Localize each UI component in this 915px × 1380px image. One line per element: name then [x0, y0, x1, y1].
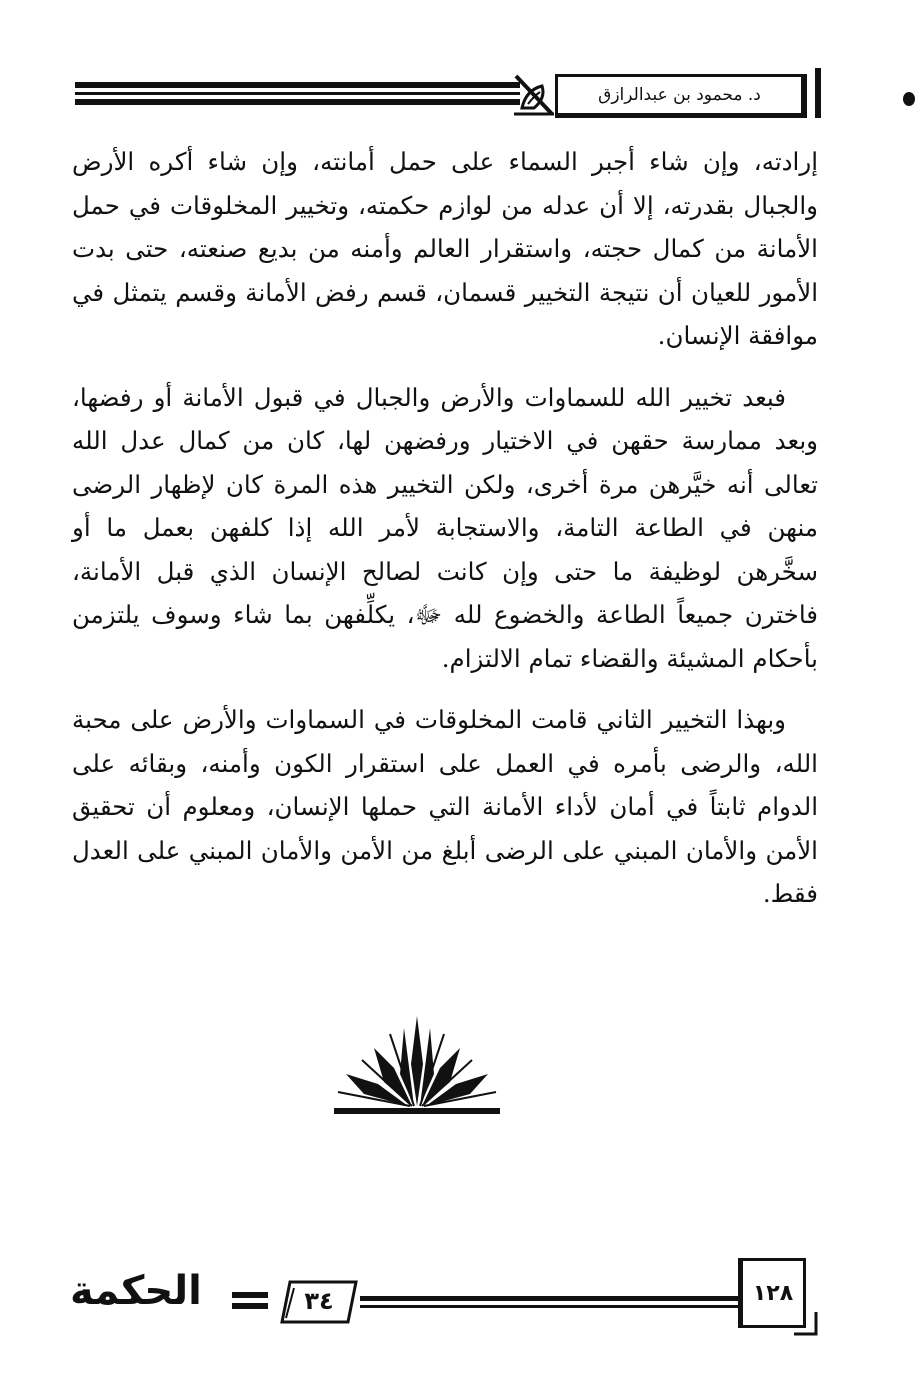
author-box	[555, 74, 807, 118]
page-number-text: ١٢٨	[752, 1280, 794, 1306]
issue-number: ٣٤	[304, 1287, 334, 1315]
header-rule	[75, 82, 520, 105]
margin-mark	[903, 92, 915, 106]
sunburst-icon	[334, 1014, 500, 1116]
logo-rule	[232, 1292, 268, 1314]
page-footer	[70, 1248, 830, 1348]
magazine-logo: الحكمة	[70, 1268, 202, 1314]
paragraph-3: وبهذا التخيير الثاني قامت المخلوقات في السماوات والأرض على محبة الله، والرضى بأمره في العمل على استقرار الكون وأمنه، وبقائه على الدوام ثابتاً في أمان لأداء الأمانة التي حملها الإنسان، ومعلوم أن تحقيق الأمن والأمان المبني على الرضى أبلغ من الأمن والأمان المبني على العدل فقط.	[72, 705, 818, 908]
header-vertical-bar	[815, 68, 821, 118]
article-body	[72, 140, 818, 934]
pen-icon	[512, 72, 556, 118]
paragraph-1: إرادته، وإن شاء أجبر السماء على حمل أمانته، وإن شاء أكره الأرض والجبال بقدرته، إلا أن عدله من لوازم حكمته، وتخيير المخلوقات في حمل الأمانة من كمال حجته، واستقرار العالم وأمنه من بديع صنعته، حتى بدت الأمور للعيان أن نتيجة التخيير قسمان، قسم رفض الأمانة وقسم يتمثل في موافقة الإنسان.	[72, 147, 818, 350]
footer-rule	[360, 1296, 740, 1308]
paragraph-2: فبعد تخيير الله للسماوات والأرض والجبال في قبول الأمانة أو رفضها، وبعد ممارسة حقهن في الاختيار ورفضهن لها، كان من كمال عدل الله تعالى أنه خيَّرهن مرة أخرى، ولكن التخيير هذه المرة كان لإظهار الرضى منهن في الطاعة التامة، والاستجابة لأمر الله إذا كلفهن بعمل ما أو سخَّرهن لوظيفة ما حتى وإن كانت لصالح الإنسان الذي قبل الأمانة، فاخترن جميعاً الطاعة والخضوع لله ﷻ، يكلِّفهن بما شاء وسوف يلتزمن بأحكام المشيئة والقضاء تمام الالتزام.	[72, 382, 818, 673]
page-header	[40, 60, 880, 130]
author-name: د. محمود بن عبدالرازق	[598, 85, 761, 105]
page-corner-icon	[790, 1308, 820, 1338]
